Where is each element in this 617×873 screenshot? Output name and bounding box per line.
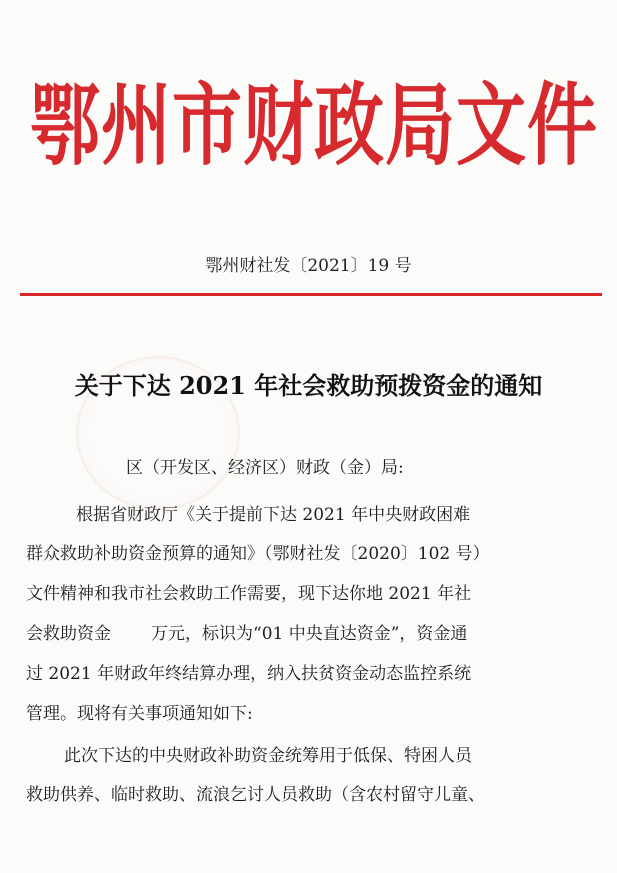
red-separator-line	[20, 293, 602, 296]
body-line-4-end: 万元，标识为“01 中央直达资金”，资金通	[151, 624, 468, 644]
body-line-2: 群众救助补助资金预算的通知》（鄂财社发〔2020〕102 号）	[26, 544, 490, 564]
body-line-8: 救助供养、临时救助、流浪乞讨人员救助（含农村留守儿童、	[26, 785, 485, 805]
body-line-7: 此次下达的中央财政补助资金统筹用于低保、特困人员	[64, 746, 472, 766]
body-line-4	[26, 622, 467, 646]
salutation: 区（开发区、经济区）财政（金）局:	[126, 458, 404, 478]
document-number: 鄂州财社发〔2021〕19 号	[205, 256, 412, 276]
body-line-1: 根据省财政厅《关于提前下达 2021 年中央财政困难	[76, 505, 471, 525]
document-title: 关于下达 2021 年社会救助预拨资金的通知	[74, 371, 543, 400]
body-line-4-start: 会救助资金	[26, 624, 111, 644]
agency-header-title: 鄂州市财政局文件	[30, 72, 598, 179]
body-line-6: 管理。现将有关事项通知如下:	[26, 704, 253, 724]
body-line-5: 过 2021 年财政年终结算办理，纳入扶贫资金动态监控系统	[26, 664, 472, 684]
body-line-3: 文件精神和我市社会救助工作需要，现下达你地 2021 年社	[26, 584, 472, 604]
